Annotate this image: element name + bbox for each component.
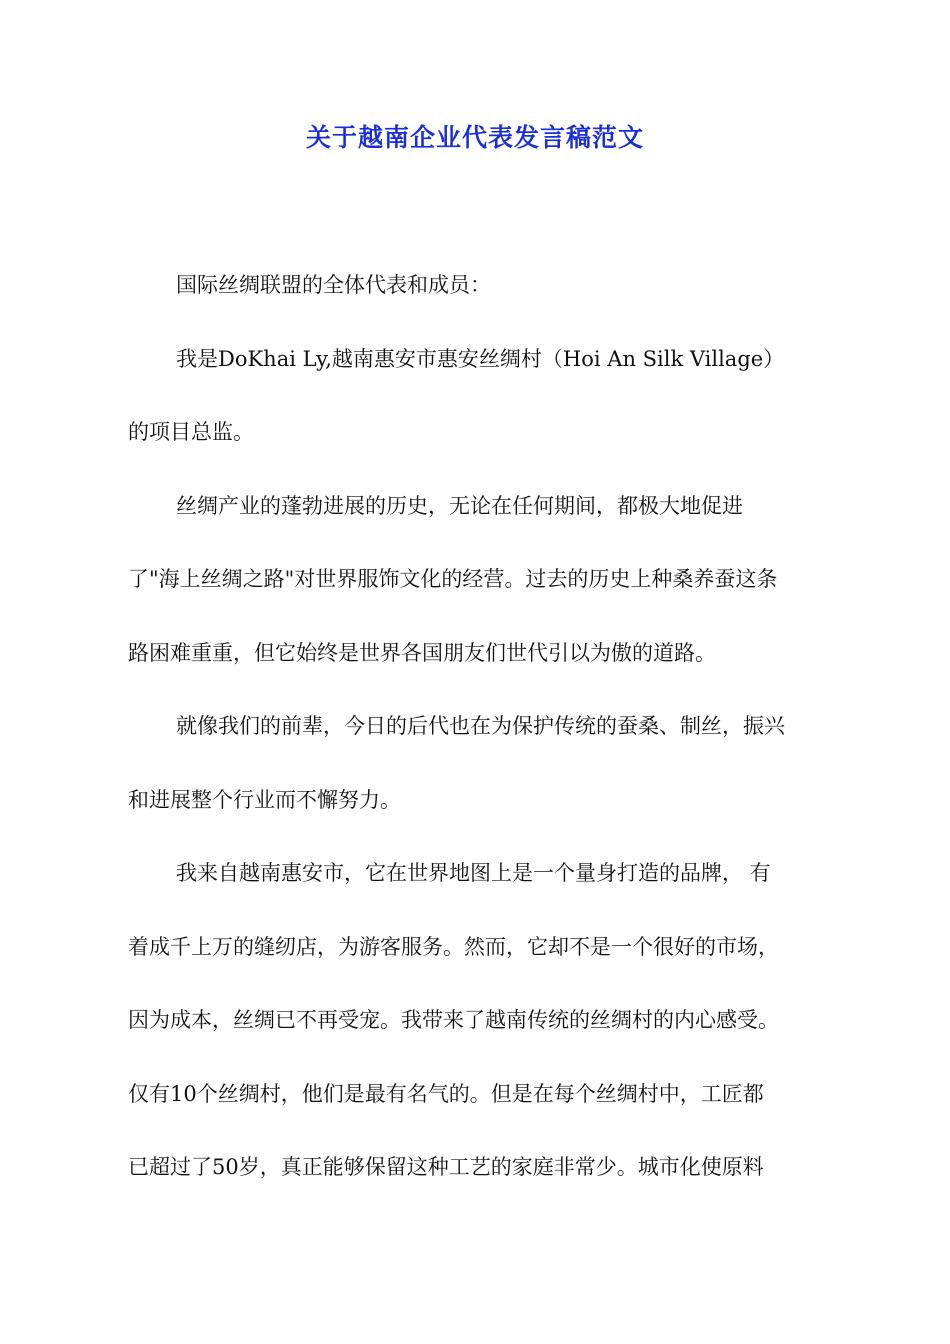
paragraph-line: 就像我们的前辈，今日的后代也在为保护传统的蚕桑、制丝，振兴 [176, 714, 785, 738]
paragraph-line: 的项目总监。 [128, 420, 254, 444]
paragraph-line: 仅有10个丝绸村，他们是最有名气的。但是在每个丝绸村中，工匠都 [128, 1081, 764, 1106]
paragraph-line: 和进展整个行业而不懈努力。 [128, 787, 401, 812]
paragraph-line: 已超过了50岁，真正能够保留这种工艺的家庭非常少。城市化使原料 [128, 1155, 764, 1179]
document-body [128, 263, 824, 1219]
salutation-line: 国际丝绸联盟的全体代表和成员： [176, 273, 491, 297]
paragraph-line: 我是DoKhai Ly,越南惠安市惠安丝绸村（Hoi An Silk Village） [176, 346, 785, 371]
paragraph-line: 着成千上万的缝纫店，为游客服务。然而，它却不是一个很好的市场， [128, 934, 779, 959]
paragraph-line: 路困难重重，但它始终是世界各国朋友们世代引以为傲的道路。 [128, 640, 716, 665]
paragraph-line: 丝绸产业的蓬勃进展的历史，无论在任何期间，都极大地促进 [176, 493, 743, 518]
paragraph-line: 了"海上丝绸之路"对世界服饰文化的经营。过去的历史上种桑养蚕这条 [128, 567, 778, 591]
paragraph-line: 我来自越南惠安市，它在世界地图上是一个量身打造的品牌， 有 [176, 861, 771, 885]
paragraph-line: 因为成本，丝绸已不再受宠。我带来了越南传统的丝绸村的内心感受。 [128, 1008, 779, 1032]
document-title: 关于越南企业代表发言稿范文 [305, 123, 644, 152]
